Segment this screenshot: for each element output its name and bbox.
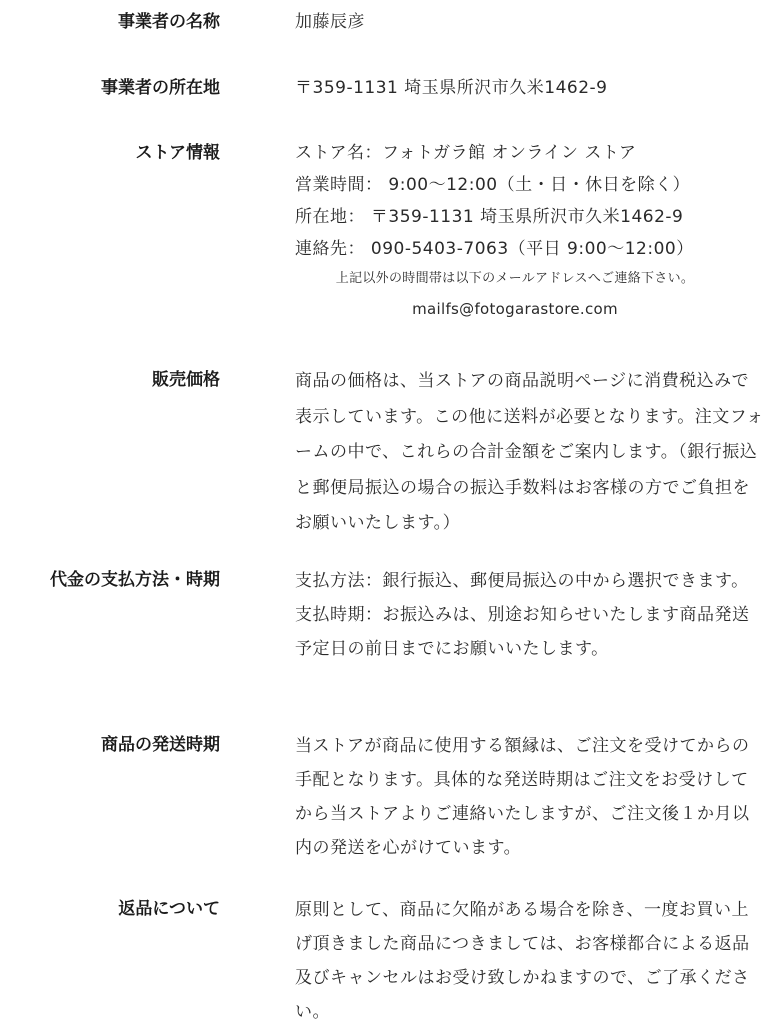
- shipping-text: 当ストアが商品に使用する額縁は、ご注文を受けてからの手配となります。具体的な発送時期はご注文をお受けしてから当ストアよりご連絡いたしますが、ご注文後１か月以内の発送を心がけています。: [295, 736, 750, 858]
- business-address-value: 〒359-1131 埼玉県所沢市久米1462-9: [295, 78, 608, 98]
- payment-method-text: 支払方法：銀行振込、郵便局振込の中から選択できます。: [295, 571, 749, 591]
- section-value: [295, 564, 765, 666]
- section-label: 商品の発送時期: [101, 735, 220, 755]
- store-address-line: 所在地： 〒359-1131 埼玉県所沢市久米1462-9: [295, 207, 684, 227]
- business-hours-line: 営業時間： 9:00〜12:00（土・日・休日を除く）: [295, 175, 691, 195]
- returns-text: 原則として、商品に欠陥がある場合を除き、一度お買い上げ頂きました商品につきましては、お客様都合による返品及びキャンセルはお受け致しかねますので、ご了承ください。: [295, 900, 750, 1022]
- section-value: [295, 72, 765, 104]
- contact-note: 上記以外の時間帯は以下のメールアドレスへご連絡下さい。: [335, 271, 695, 286]
- contact-line: 連絡先： 090-5403-7063（平日 9:00〜12:00）: [295, 239, 694, 259]
- section-value: [295, 364, 765, 542]
- section-label: 事業者の名称: [118, 12, 220, 32]
- price-text: 商品の価格は、当ストアの商品説明ページに消費税込みで表示しています。この他に送料が必要となります。注文フォームの中で、これらの合計金額をご案内します。（銀行振込と郵便局振込の場合の振込手数料はお客様の方でご負担をお願いいたします。）: [295, 371, 764, 533]
- section-label: 事業者の所在地: [101, 78, 220, 98]
- section-label: 返品について: [118, 899, 220, 919]
- section-label: 代金の支払方法・時期: [50, 570, 220, 590]
- section-value: [295, 893, 765, 1029]
- store-name-line: ストア名：フォトガラ館 オンライン ストア: [295, 143, 637, 163]
- business-name-value: 加藤辰彦: [295, 12, 365, 32]
- section-value: [295, 137, 765, 325]
- payment-timing-text: 支払時期：お振込みは、別途お知らせいたします商品発送予定日の前日までにお願いいたします。: [295, 605, 750, 659]
- section-value: [295, 729, 765, 865]
- section-value: [295, 6, 765, 38]
- section-label: ストア情報: [135, 143, 220, 163]
- section-label: 販売価格: [152, 370, 220, 390]
- contact-email[interactable]: mailfs@fotogarastore.com: [412, 300, 618, 318]
